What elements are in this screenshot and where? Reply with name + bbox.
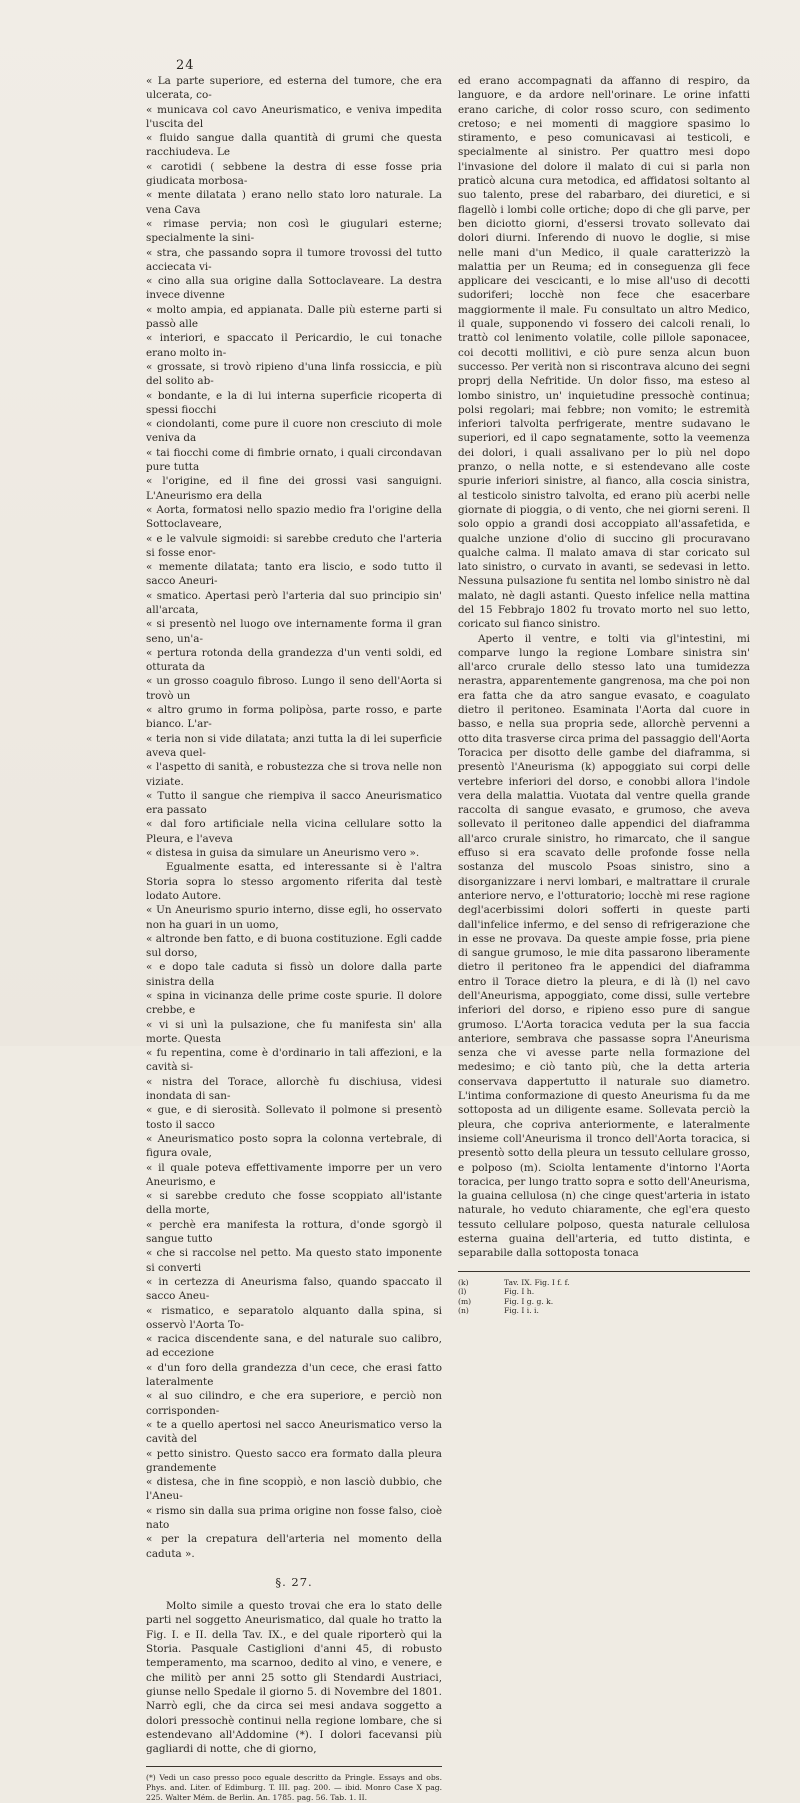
quote-line: « perchè era manifesta la rottura, d'onde sgorgò il sangue tutto [146, 1218, 442, 1247]
quote-line: « d'un foro della grandezza d'un cece, che erasi fatto lateralmente [146, 1361, 442, 1390]
footnote-text: Fig. I h. [504, 1287, 535, 1297]
figure-footnotes [458, 1278, 750, 1316]
quote-block-1 [146, 74, 442, 860]
quote-line: « ciondolanti, come pure il cuore non cresciuto di mole veniva da [146, 417, 442, 446]
footnote-key: (l) [458, 1287, 467, 1297]
quote-line: « nistra del Torace, allorchè fu dischiusa, videsi inondata di san- [146, 1075, 442, 1104]
left-column [146, 74, 442, 1803]
quote-line: « vi si unì la pulsazione, che fu manifesta sin' alla morte. Questa [146, 1018, 442, 1047]
quote-block-2 [146, 903, 442, 1561]
quote-line: « l'aspetto di sanità, e robustezza che si trova nelle non viziate. [146, 760, 442, 789]
quote-line: « interiori, e spaccato il Pericardio, le cui tonache erano molto in- [146, 331, 442, 360]
footnote-key: (n) [458, 1306, 469, 1316]
quote-line: « rismatico, e separatolo alquanto dalla spina, si osservò l'Aorta To- [146, 1304, 442, 1333]
paragraph-symptoms: ed erano accompagnati da affanno di respiro, da languore, e da ardore nell'orinare. Le orine infatti erano cariche, di color rosso scuro, con sedimento cretoso; e nei momenti di maggiore spasimo lo stiramento, e peso comunicavasi ai testicoli, e specialmente al sinistro. Per quattro mesi dopo l'invasione del dolore il malato di cui si parla non praticò alcuna cura metodica, ed affidatosi soltanto al suo talento, prese del rabarbaro, dei diuretici, e si flagellò i lombi colle ortiche; dopo di che gli parve, per ben diciotto giorni, d'essersi trovato sollevato dai dolori diurni. Inferendo di nuovo le doglie, si mise nelle mani d'un Medico, il quale caratterizzò la malattia per un Reuma; ed in conseguenza gli fece applicare dei vescicanti, e lo mise all'uso di decotti sudoriferi; locchè non fece che esacerbare maggiormente il male. Fu consultato un altro Medico, il quale, supponendo vi fossero dei calcoli renali, lo trattò col lenimento volatile, colle pillole saponacee, coi decotti mollitivi, e ciò pure senza alcun buon successo. Per verità non si riscontrava alcuno dei segni proprj della Nefritide. Un dolor fisso, ma esteso al lombo sinistro, un' inquietudine pressochè continua; polsi regolari; mai febbre; non vomito; le estremità inferiori talvolta perfrigerate, mentre sudavano le superiori, ed il capo segnatamente, sotto la veemenza dei dolori, i quali assalivano per lo più nel dopo pranzo, o nella notte, e si estendevano alle coste spurie inferiori sinistre, al fianco, alla coscia sinistra, al testicolo sinistro talvolta, ed erano più acerbi nelle giornate di pioggia, o di vento, che nei giorni sereni. Il solo oppio a grandi dosi accoppiato all'assafetida, e qualche unzione d'olio di succino gli procuravano qualche calma. Il malato amava di star coricato sul lato sinistro, o curvato in avanti, se sedevasi in letto. Nessuna pulsazione fu sentita nel lombo sinistro nè dal malato, nè dagli astanti. Questo infelice nella mattina del 15 Febbrajo 1802 fu trovato morto nel suo letto, coricato sul fianco sinistro. [458, 75, 750, 631]
quote-line: « grossate, si trovò ripieno d'una linfa rossiccia, e più del solito ab- [146, 360, 442, 389]
quote-line: « cino alla sua origine dalla Sottoclaveare. La destra invece divenne [146, 274, 442, 303]
quote-line: « rimase pervia; non così le giugulari esterne; specialmente la sini- [146, 217, 442, 246]
footnote-rule [458, 1271, 750, 1272]
footnote-key: (k) [458, 1277, 469, 1287]
footnote-rule [146, 1766, 442, 1767]
footnote-text: Fig. I g. g. k. [504, 1296, 554, 1306]
quote-line: « racica discendente sana, e del naturale suo calibro, ad eccezione [146, 1332, 442, 1361]
paragraph-intro: Egualmente esatta, ed interessante si è l'altra Storia sopra lo stesso argomento riferita dal testè lodato Autore. [146, 861, 442, 902]
quote-line: « municava col cavo Aneurismatico, e veniva impedita l'uscita del [146, 103, 442, 132]
quote-line: « Aneurismatico posto sopra la colonna vertebrale, di figura ovale, [146, 1132, 442, 1161]
quote-line: « bondante, e la di lui interna superficie ricoperta di spessi fiocchi [146, 389, 442, 418]
figure-footnote [458, 1287, 750, 1297]
quote-line: « memente dilatata; tanto era liscio, e sodo tutto il sacco Aneuri- [146, 560, 442, 589]
quote-line: « te a quello apertosi nel sacco Aneurismatico verso la cavità del [146, 1418, 442, 1447]
quote-line: « fluido sangue dalla quantità di grumi che questa racchiudeva. Le [146, 131, 442, 160]
quote-line: « distesa in guisa da simulare un Aneurismo vero ». [146, 846, 442, 860]
footnote-text: Tav. IX. Fig. I f. f. [504, 1277, 570, 1287]
quote-line: « un grosso coagulo fibroso. Lungo il seno dell'Aorta si trovò un [146, 674, 442, 703]
footnote: (*) Vedi un caso presso poco eguale descritto da Pringle. Essays and obs. Phys. and. Liter. of Edimburg. T. III. pag. 200. — ibid. Monro Case X pag. 225. Walter Mém. de Berlin. An. 1785. pag. 56. Tab. 1. II. [146, 1773, 442, 1803]
quote-line: « mente dilatata ) erano nello stato loro naturale. La vena Cava [146, 188, 442, 217]
figure-footnote [458, 1278, 750, 1288]
quote-line: « che si raccolse nel petto. Ma questo stato imponente si converti [146, 1246, 442, 1275]
quote-line: « il quale poteva effettivamente imporre per un vero Aneurismo, e [146, 1161, 442, 1190]
quote-line: « l'origine, ed il fine dei grossi vasi sanguigni. L'Aneurismo era della [146, 474, 442, 503]
quote-line: « dal foro artificiale nella vicina cellulare sotto la Pleura, e l'aveva [146, 817, 442, 846]
footnote-key: (m) [458, 1296, 472, 1306]
paragraph-autopsy: Aperto il ventre, e tolti via gl'intestini, mi comparve lungo la regione Lombare sinistra sin' all'arco crurale dello stesso lato una tumidezza nerastra, apparentemente gangrenosa, ma che poi non era fatta che da atro sangue evasato, e coagulato dietro il peritoneo. Esaminata l'Aorta dal cuore in basso, e nella sua propria sede, allorchè pervenni a otto dita trasverse circa prima del passaggio dell'Aorta Toracica per disotto delle gambe del diaframma, si presentò l'Aneurisma (k) appoggiato sui corpi delle vertebre inferiori del dorso, e conobbi allora l'indole vera della malattia. Vuotata dal ventre quella grande raccolta di sangue evasato, e grumoso, che aveva sollevato il peritoneo dalle appendici del diaframma all'arco crurale sinistro, ho rimarcato, che il sangue effuso si era scavato delle profonde fosse nella sostanza del muscolo Psoas sinistro, sino a disorganizzare i nervi lombari, e maltrattare il crurale anteriore nervo, e l'otturatorio; locchè mi rese ragione degl'acerbissimi dolori sofferti in queste parti dall'infelice infermo, e del senso di refrigerazione che in esse ne provava. Da queste ampie fosse, pria piene di sangue grumoso, le mie dita passarono liberamente dietro il peritoneo fra le appendici del diaframma entro il Torace dietro la pleura, e di là (l) nel cavo dell'Aneurisma, appoggiato, come dissi, sulle vertebre inferiori del dorso, e ripieno esso pure di sangue grumoso. L'Aorta toracica veduta per la sua faccia anteriore, sembrava che passasse sopra l'Aneurisma senza che vi avesse parte nella formazione del medesimo; e ciò tanto più, che la detta arteria conservava dappertutto il naturale suo diametro. L'intima conformazione di questo Aneurisma fu da me sottoposta ad un diligente esame. Sollevata perciò la pleura, che copriva anteriormente, e lateralmente insieme coll'Aneurisma il tronco dell'Aorta toracica, si presentò sotto della pleura un tessuto cellulare grosso, e polposo (m). Sciolta lentamente d'intorno l'Aorta toracica, per lungo tratto sopra e sotto dell'Aneurisma, la guaina cellulosa (n) che cinge quest'arteria in istato naturale, ho veduto chiaramente, che egl'era questo tessuto cellulare polposo, questa naturale cellulosa esterna guaina dell'arteria, ed tutto distinta, e separabile dalla sottoposta tonaca [458, 632, 750, 1260]
quote-line: « carotidi ( sebbene la destra di esse fosse pria giudicata morbosa- [146, 160, 442, 189]
quote-line: « si presentò nel luogo ove internamente forma il gran seno, un'a- [146, 617, 442, 646]
page-number: 24 [176, 58, 195, 73]
quote-line: « Aorta, formatosi nello spazio medio fra l'origine della Sottoclaveare, [146, 503, 442, 532]
quote-line: « tai fiocchi come di fimbrie ornato, i quali circondavan pure tutta [146, 446, 442, 475]
quote-line: « al suo cilindro, e che era superiore, e perciò non corrisponden- [146, 1389, 442, 1418]
quote-line: « Tutto il sangue che riempiva il sacco Aneurismatico era passato [146, 789, 442, 818]
section-heading: §. 27. [275, 1574, 313, 1589]
quote-line: « La parte superiore, ed esterna del tumore, che era ulcerata, co- [146, 74, 442, 103]
right-column [458, 74, 750, 1316]
quote-line: « gue, e di sierosità. Sollevato il polmone si presentò tosto il sacco [146, 1103, 442, 1132]
quote-line: « Un Aneurismo spurio interno, disse egli, ho osservato non ha guari in un uomo, [146, 903, 442, 932]
quote-line: « teria non si vide dilatata; anzi tutta la di lei superficie aveva quel- [146, 732, 442, 761]
quote-line: « e dopo tale caduta si fissò un dolore dalla parte sinistra della [146, 960, 442, 989]
quote-line: « smatico. Apertasi però l'arteria dal suo principio sin' all'arcata, [146, 589, 442, 618]
quote-line: « altronde ben fatto, e di buona costituzione. Egli cadde sul dorso, [146, 932, 442, 961]
quote-line: « petto sinistro. Questo sacco era formato dalla pleura grandemente [146, 1447, 442, 1476]
quote-line: « distesa, che in fine scoppiò, e non lasciò dubbio, che l'Aneu- [146, 1475, 442, 1504]
quote-line: « molto ampia, ed appianata. Dalle più esterne parti si passò alle [146, 303, 442, 332]
quote-line: « altro grumo in forma polipòsa, parte rosso, e parte bianco. L'ar- [146, 703, 442, 732]
quote-line: « e le valvule sigmoidi: si sarebbe creduto che l'arteria si fosse enor- [146, 532, 442, 561]
quote-line: « pertura rotonda della grandezza d'un venti soldi, ed otturata da [146, 646, 442, 675]
figure-footnote [458, 1297, 750, 1307]
footnote-text: Fig. I i. i. [504, 1306, 539, 1316]
quote-line: « per la crepatura dell'arteria nel momento della caduta ». [146, 1532, 442, 1561]
quote-line: « in certezza di Aneurisma falso, quando spaccato il sacco Aneu- [146, 1275, 442, 1304]
paragraph-case: Molto simile a questo trovai che era lo stato delle parti nel soggetto Aneurismatico, dal quale ho tratto la Fig. I. e II. della Tav. IX., e del quale riporterò qui la Storia. Pasquale Castiglioni d'anni 45, di robusto temperamento, ma scarnoo, dedito al vino, e venere, e che militò per anni 25 sotto gli Stendardi Austriaci, giunse nello Spedale il giorno 5. di Novembre del 1801. Narrò egli, che da circa sei mesi andava soggetto a dolori pressochè continui nella regione lombare, che si estendevano all'Addomine (*). I dolori facevansi più gagliardi di notte, che di giorno, [146, 1600, 442, 1756]
figure-footnote [458, 1306, 750, 1316]
quote-line: « fu repentina, come è d'ordinario in tali affezioni, e la cavità si- [146, 1046, 442, 1075]
quote-line: « spina in vicinanza delle prime coste spurie. Il dolore crebbe, e [146, 989, 442, 1018]
quote-line: « stra, che passando sopra il tumore trovossi del tutto acciecata vi- [146, 246, 442, 275]
quote-line: « si sarebbe creduto che fosse scoppiato all'istante della morte, [146, 1189, 442, 1218]
quote-line: « rismo sin dalla sua prima origine non fosse falso, cioè nato [146, 1504, 442, 1533]
